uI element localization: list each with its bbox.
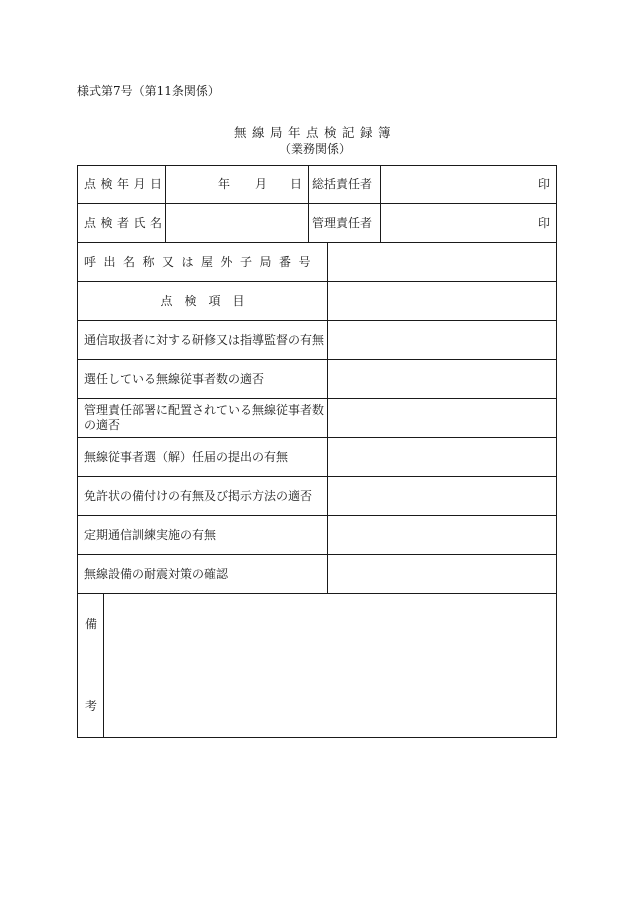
call-sign-label: 呼出名称又は屋外子局番号 [84, 255, 319, 269]
inspection-item: 無線設備の耐震対策の確認 [84, 567, 229, 581]
date-year-label: 年 [218, 177, 231, 191]
remarks-label-char: 考 [85, 699, 98, 713]
inspection-item-header: 点 検 項 目 [160, 294, 245, 308]
inspection-date-label: 点検年月日 [84, 177, 167, 191]
date-day-label: 日 [290, 177, 303, 191]
seal-mark: 印 [538, 216, 551, 230]
date-month-label: 月 [255, 177, 268, 191]
inspection-item: 通信取扱者に対する研修又は指導監督の有無 [84, 333, 325, 347]
document-title: 無線局年点検記録簿 [233, 125, 396, 140]
inspection-item: 定期通信訓練実施の有無 [84, 528, 217, 542]
manager-label: 管理責任者 [312, 216, 373, 230]
inspection-item: 選任している無線従事者数の適否 [84, 372, 265, 386]
inspection-item: 無線従事者選（解）任届の提出の有無 [84, 450, 289, 464]
document-subtitle: （業務関係） [278, 142, 351, 156]
inspector-name-label: 点検者氏名 [84, 216, 167, 230]
remarks-label-char: 備 [85, 617, 98, 631]
form-number: 様式第7号（第11条関係） [77, 84, 220, 98]
inspection-item: 管理責任部署に配置されている無線従事者数 の適否 [84, 403, 325, 432]
inspection-item: 免許状の備付けの有無及び掲示方法の適否 [84, 489, 313, 503]
seal-mark: 印 [538, 177, 551, 191]
general-manager-label: 総括責任者 [312, 177, 373, 191]
